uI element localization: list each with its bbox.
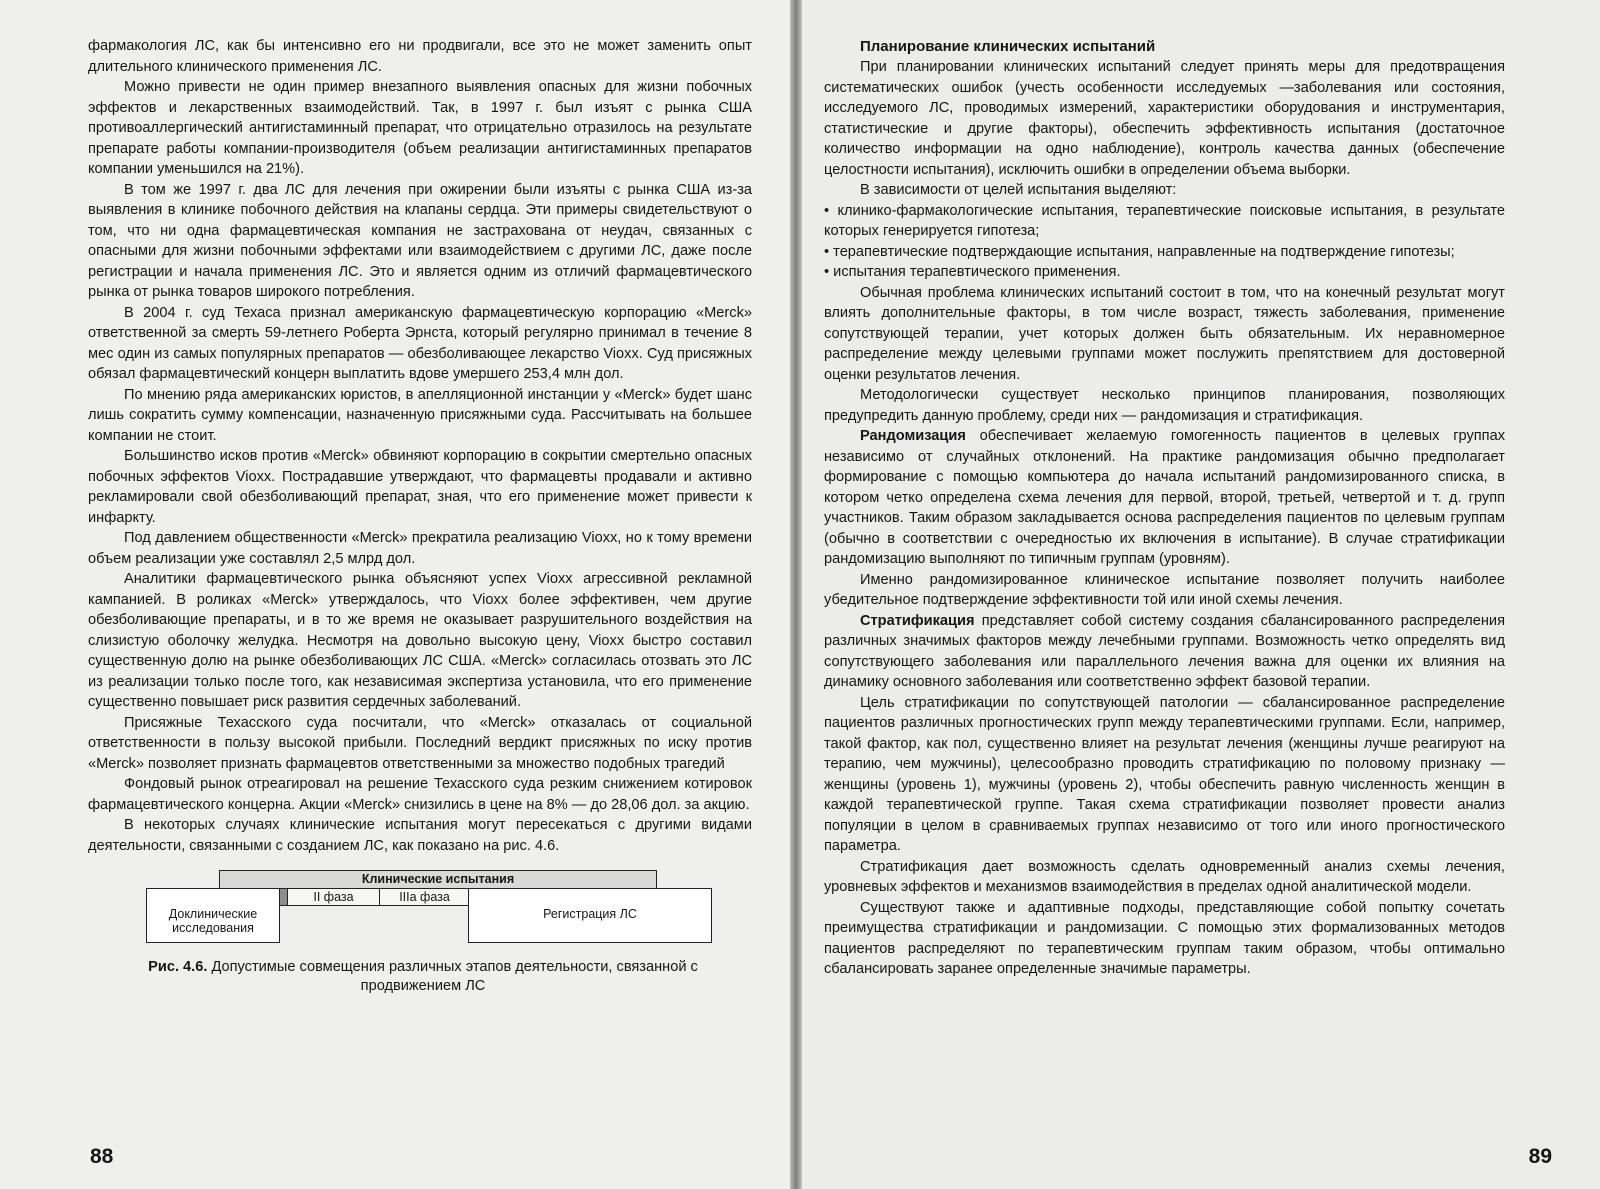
paragraph: В зависимости от целей испытания выделяют: <box>860 182 1177 198</box>
paragraph: Цель стратификации по сопутствующей патологии — сбалансированное распределение пациентов различных прогностических групп между терапевтическими группами. Если, например, такой фактор, как пол, существенно влияет на результат лечения (женщины лучше реагируют на терапию, чем мужчины), целесообразно проводить стратификацию по половому признаку — женщины (уровень 1), мужчины (уровень 2), чтобы обеспечить равную численность женщин в каждой терапевтической группе. Такая схема стратификации позволяет провести анализ популяции в целом в сравниваемых группах независимо от того или иного прогностического параметра. <box>824 694 1505 854</box>
preclinical-box: Доклинические исследования <box>146 888 280 943</box>
bullet-item: • терапевтические подтверждающие испытания, направленные на подтверждение гипотезы; <box>824 242 1505 263</box>
paragraph: Именно рандомизированное клиническое испытание позволяет получить наиболее убедительное подтверждение эффективности той или иной схемы лечения. <box>824 571 1505 608</box>
caption-text: Допустимые совмещения различных этапов деятельности, связанной с продвижением ЛС <box>211 959 698 994</box>
paragraph: Под давлением общественности «Merck» прекратила реализацию Vioxx, но к тому времени объем реализации уже составлял 2,5 млрд дол. <box>88 530 752 567</box>
paragraph-body: обеспечивает желаемую гомогенность пациентов в целевых группах независимо от случайных отклонений. На практике рандомизация обычно предполагает формирование с помощью компьютера до начала испытаний рандомизированного списка, в котором четко определена схема лечения для первой, второй, третьей, четвертой и т. д. групп участников. Таким образом закладывается основа распределения пациентов по целевым группам (обычно в соответствии с очередностью их включения в испытание). В случае стратификации рандомизацию выполняют по типичным группам (уровням). <box>824 428 1505 567</box>
paragraph: Аналитики фармацевтического рынка объясняют успех Vioxx агрессивной рекламной кампанией. В роликах «Merck» утверждалось, что Vioxx более эффективен, чем другие обезболивающие препараты, и в то же время не оказывает разрушительного воздействия на слизистую оболочку желудка. Несмотря на довольно высокую цену, Vioxx быстро составил существенную долю на рынке обезболивающих ЛС США. «Merck» согласилась отозвать это ЛС из реализации только после того, как независимая экспертиза установила, что его применение существенно повышает риск развития сердечных заболеваний. <box>88 571 752 710</box>
paragraph <box>824 426 1505 570</box>
term-randomization: Рандомизация <box>860 428 966 444</box>
phase-3a-box: IIIa фаза <box>379 888 470 906</box>
paragraph: При планировании клинических испытаний следует принять меры для предотвращения систематических ошибок (учесть особенности исследуемых —заболевания или состояния, исследуемого ЛС, проводимых измерений, характеристики оборудования и инструментария, статистические и другие факторы), обеспечить эффективность испытания (достаточное количество информации на одно наблюдение), контроль качества данных (обеспечение целостности испытания), исключить ошибки в определении объема выборки. <box>824 59 1505 178</box>
paragraph-body: представляет собой систему создания сбалансированного распределения различных значимых факторов между лечебными группами. Возможность четко определять вид сопутствующего заболевания или параллельного лечения важна для оценки их влияния на динамику основного заболевания или соответственно эффект базовой терапии. <box>824 612 1505 690</box>
paragraph: Фондовый рынок отреагировал на решение Техасского суда резким снижением котировок фармацевтического концерна. Акции «Merck» снизились в цене на 8% — до 28,06 дол. за акцию. <box>88 776 752 813</box>
bullet-item: • испытания терапевтического применения. <box>824 262 1505 283</box>
caption-label: Рис. 4.6. <box>148 959 208 975</box>
paragraph: Методологически существует несколько принципов планирования, позволяющих предупредить данную проблему, среди них — рандомизация и стратификация. <box>824 387 1505 424</box>
clinical-trials-header: Клинические испытания <box>219 870 657 889</box>
paragraph: Стратификация дает возможность сделать одновременный анализ схемы лечения, уровневых эффектов и механизмов взаимодействия в пределах одной аналитической модели. <box>824 858 1505 895</box>
registration-box: Регистрация ЛС <box>468 888 712 943</box>
page-number: 88 <box>90 1145 114 1168</box>
paragraph: Можно привести не один пример внезапного выявления опасных для жизни побочных эффектов и лекарственных взаимодействий. Так, в 1997 г. был изъят с рынка США противоаллергический антигистаминный препарат, что отрицательно отразилось на результате препарате работы компании-производителя (объем реализации антигистаминных препаратов компании уменьшился на 21%). <box>88 79 752 177</box>
paragraph: В 2004 г. суд Техаса признал американскую фармацевтическую корпорацию «Merck» ответственной за смерть 59-летнего Роберта Эрнста, который регулярно принимал в течение 8 мес один из самых популярных препаратов — обезболивающее лекарство Vioxx. Суд присяжных обязал фармацевтический концерн выплатить вдове умершего 253,4 млн дол. <box>88 304 752 382</box>
paragraph: Существуют также и адаптивные подходы, представляющие собой попытку сочетать преимущества стратификации и рандомизации. С помощью этих формализованных методов пациентов распределяют по терапевтическим группам таким образом, чтобы оптимально сбалансировать заранее определенные значимые параметры. <box>824 899 1505 977</box>
paragraph: Присяжные Техасского суда посчитали, что «Merck» отказалась от социальной ответственности в пользу высокой прибыли. Последний вердикт присяжных по иску против «Merck» позволяет признать фармацевтов ответственными за множество подобных трагедий <box>88 714 752 772</box>
paragraph: По мнению ряда американских юристов, в апелляционной инстанции у «Merck» будет шанс лишь сократить сумму компенсации, назначенную присяжными суда. Рассчитывать на большее компании не стоит. <box>88 386 752 444</box>
phase-2-box: II фаза <box>287 888 380 906</box>
paragraph: фармакология ЛС, как бы интенсивно его ни продвигали, все это не может заменить опыт длительного клинического применения ЛС. <box>88 38 752 75</box>
paragraph: Большинство исков против «Merck» обвиняют корпорацию в сокрытии смертельно опасных побочных эффектов Vioxx. Пострадавшие утверждают, что фармацевты продавали и активно рекламировали свой обезболивающий препарат, зная, что его применение может привести к инфаркту. <box>88 448 752 526</box>
figure-caption <box>138 958 708 996</box>
bullet-item: • клинико-фармакологические испытания, терапевтические поисковые испытания, в результате которых генерируется гипотеза; <box>824 201 1505 242</box>
term-stratification: Стратификация <box>860 612 975 629</box>
paragraph: Обычная проблема клинических испытаний состоит в том, что на конечный результат могут влиять дополнительные факторы, в том числе возраст, тяжесть заболевания, применение сопутствующей терапии, учет которых должен быть обязательным. Их неравномерное распределение между целевыми группами может послужить препятствием для достоверной оценки результатов лечения. <box>824 284 1505 383</box>
paragraph: В некоторых случаях клинические испытания могут пересекаться с другими видами деятельности, связанными с созданием ЛС, как показано на рис. 4.6. <box>88 817 752 854</box>
section-heading: Планирование клинических испытаний <box>860 38 1156 55</box>
book-spine <box>790 0 802 1189</box>
paragraph <box>824 611 1505 693</box>
paragraph: В том же 1997 г. два ЛС для лечения при ожирении были изъяты с рынка США из-за выявления в клинике побочного действия на клапаны сердца. Эти примеры свидетельствуют о том, что ни одна фармацевтическая компания не застрахована от неудач, связанных с опасными для жизни побочными эффектами или взаимодействием с другими ЛС, даже после регистрации и начала применения ЛС. Это и является одним из отличий фармацевтического рынка от рынка товаров широкого потребления. <box>88 181 752 300</box>
figure-4-6-diagram <box>146 870 712 950</box>
right-page <box>802 0 1600 1189</box>
left-page <box>0 0 790 1189</box>
page-number: 89 <box>1528 1145 1552 1168</box>
